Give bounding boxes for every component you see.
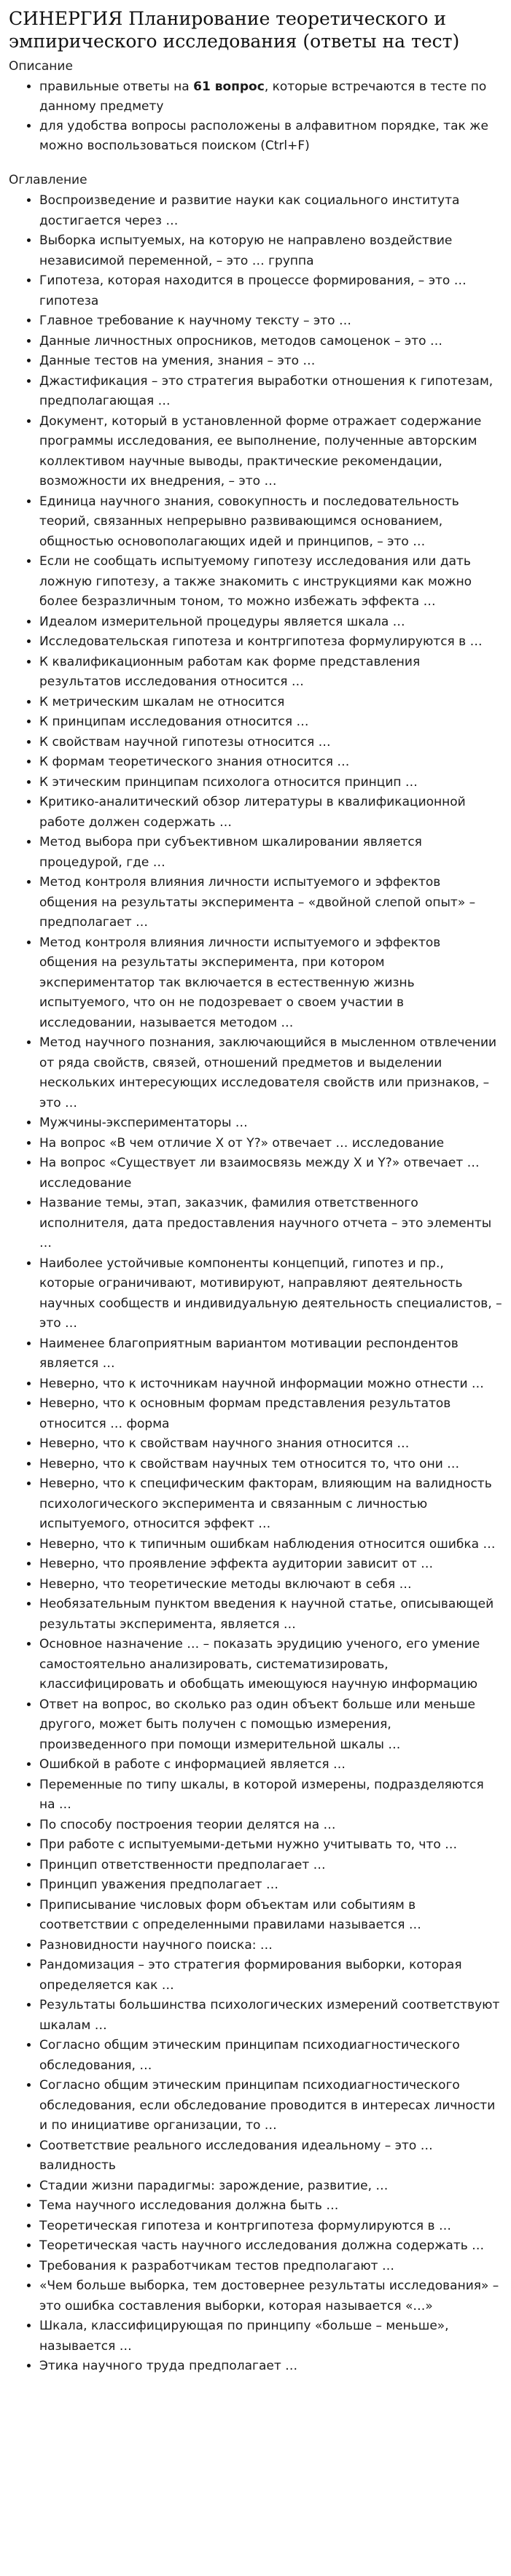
- toc-item[interactable]: • К свойствам научной гипотезы относится …: [39, 733, 502, 753]
- toc-item[interactable]: • Данные личностных опросников, методов самоценок – это …: [39, 332, 502, 352]
- toc-heading: Оглавление: [9, 173, 87, 187]
- toc-item[interactable]: • Критико-аналитический обзор литературы в квалификационной работе должен содержать …: [39, 793, 502, 833]
- toc-item[interactable]: • Согласно общим этическим принципам психодиагностического обследования, если обследование проводится в интересах личности и по инициативе организации, то …: [39, 2076, 502, 2136]
- toc-item[interactable]: • Метод выбора при субъективном шкалировании является процедурой, где …: [39, 833, 502, 873]
- toc-item[interactable]: • На вопрос «В чем отличие X от Y?» отвечает … исследование: [39, 1134, 502, 1154]
- toc-item[interactable]: • Метод научного познания, заключающийся в мысленном отвлечении от ряда свойств, связей, отношений предметов и выделении нескольких интересующих исследователя свойств или признаков, – это …: [39, 1033, 502, 1113]
- toc-item[interactable]: • Данные тестов на умения, знания – это …: [39, 351, 502, 372]
- toc-item[interactable]: • Теоретическая гипотеза и контргипотеза формулируются в …: [39, 2217, 502, 2237]
- toc-item[interactable]: • Наиболее устойчивые компоненты концепций, гипотез и пр., которые ограничивают, мотивируют, направляют деятельность научных сообществ и индивидуальную деятельность специалистов, – это …: [39, 1254, 502, 1334]
- toc-item[interactable]: • К принципам исследования относится …: [39, 712, 502, 733]
- toc-item[interactable]: • Джастификация – это стратегия выработки отношения к гипотезам, предполагающая …: [39, 372, 502, 412]
- toc-item[interactable]: • Неверно, что к типичным ошибкам наблюдения относится ошибка …: [39, 1535, 502, 1555]
- toc-item[interactable]: • Неверно, что проявление эффекта аудитории зависит от …: [39, 1554, 502, 1575]
- toc-item[interactable]: • Метод контроля влияния личности испытуемого и эффектов общения на результаты эксперимента – «двойной слепой опыт» – предполагает …: [39, 873, 502, 933]
- toc-item[interactable]: • «Чем больше выборка, тем достовернее результаты исследования» – это ошибка составления выборки, которая называется «…»: [39, 2276, 502, 2316]
- toc-item[interactable]: • Переменные по типу шкалы, в которой измерены, подразделяются на …: [39, 1775, 502, 1816]
- description-item-text: для удобства вопросы расположены в алфавитном порядке, так же можно воспользоваться поиском (Ctrl+F): [39, 119, 488, 153]
- description-heading: Описание: [9, 59, 73, 74]
- toc-item[interactable]: • Единица научного знания, совокупность и последовательность теорий, связанных непрерывно развивающимся основанием, общностью основополагающих идей и принципов, – это …: [39, 492, 502, 553]
- toc-item[interactable]: • Документ, который в установленной форме отражает содержание программы исследования, ее выполнение, полученные авторским коллективом научные выводы, практические рекомендации, возможности их внедрения, – это …: [39, 412, 502, 492]
- toc-item[interactable]: • Стадии жизни парадигмы: зарождение, развитие, …: [39, 2176, 502, 2197]
- toc-item[interactable]: • Приписывание числовых форм объектам или событиям в соответствии с определенными правилами называется …: [39, 1896, 502, 1936]
- toc-item[interactable]: • Воспроизведение и развитие науки как социального института достигается через …: [39, 191, 502, 231]
- toc-item[interactable]: • Если не сообщать испытуемому гипотезу исследования или дать ложную гипотезу, а также знакомить с инструкциями как можно более безразличным тоном, то можно избежать эффекта …: [39, 552, 502, 612]
- description-item: [39, 77, 502, 117]
- toc-item[interactable]: • Неверно, что к свойствам научных тем относится то, что они …: [39, 1455, 502, 1475]
- toc-item[interactable]: • Теоретическая часть научного исследования должна содержать …: [39, 2236, 502, 2257]
- description-item: [39, 117, 502, 156]
- toc-item[interactable]: • Согласно общим этическим принципам психодиагностического обследования, …: [39, 2036, 502, 2076]
- toc-item[interactable]: • Неверно, что к основным формам представления результатов относится … форма: [39, 1394, 502, 1434]
- toc-item[interactable]: • Принцип ответственности предполагает …: [39, 1856, 502, 1876]
- toc-item[interactable]: • Наименее благоприятным вариантом мотивации респондентов является …: [39, 1334, 502, 1374]
- toc-item[interactable]: • Исследовательская гипотеза и контргипотеза формулируются в …: [39, 632, 502, 653]
- toc-item[interactable]: • Разновидности научного поиска: …: [39, 1936, 502, 1956]
- toc-item[interactable]: • Ответ на вопрос, во сколько раз один объект больше или меньше другого, может быть получен с помощью измерения, произведенного при помощи измерительной шкалы …: [39, 1695, 502, 1756]
- toc-item[interactable]: • Соответствие реального исследования идеальному – это … валидность: [39, 2136, 502, 2176]
- toc-item[interactable]: • К этическим принципам психолога относится принцип …: [39, 773, 502, 793]
- page-title: СИНЕРГИЯ Планирование теоретического и эмпирического исследования (ответы на тест): [9, 8, 460, 52]
- toc-item[interactable]: • Шкала, классифицирующая по принципу «больше – меньше», называется …: [39, 2316, 502, 2357]
- description-list: [9, 77, 502, 156]
- toc-item[interactable]: • Метод контроля влияния личности испытуемого и эффектов общения на результаты эксперимента, при котором экспериментатор так включается в естественную жизнь испытуемого, что он не подозревает о своем участии в исследовании, называется методом …: [39, 933, 502, 1034]
- description-item-bold: 61 вопрос: [193, 79, 265, 94]
- description-item-text: правильные ответы на: [39, 79, 194, 94]
- toc-item[interactable]: • Выборка испытуемых, на которую не направлено воздействие независимой переменной, – это … группа: [39, 231, 502, 271]
- toc-item[interactable]: • К квалификационным работам как форме представления результатов исследования относится …: [39, 653, 502, 693]
- toc-item[interactable]: • Главное требование к научному тексту – это …: [39, 311, 502, 332]
- toc-item[interactable]: • Требования к разработчикам тестов предполагают …: [39, 2257, 502, 2277]
- toc-item[interactable]: • Тема научного исследования должна быть …: [39, 2196, 502, 2217]
- toc-list: [9, 191, 502, 2377]
- toc-item[interactable]: • Идеалом измерительной процедуры является шкала …: [39, 612, 502, 633]
- toc-item[interactable]: • По способу построения теории делятся на …: [39, 1816, 502, 1836]
- toc-item[interactable]: • Неверно, что к специфическим факторам, влияющим на валидность психологического эксперимента и связанным с личностью испытуемого, относится эффект …: [39, 1474, 502, 1535]
- description-item-text: , которые встречаются в тесте по данному предмету: [39, 79, 487, 114]
- toc-item[interactable]: • Этика научного труда предполагает …: [39, 2357, 502, 2377]
- toc-item[interactable]: • Рандомизация – это стратегия формирования выборки, которая определяется как …: [39, 1956, 502, 1996]
- toc-item[interactable]: • Основное назначение … – показать эрудицию ученого, его умение самостоятельно анализировать, систематизировать, классифицировать и обобщать имеющуюся научную информацию: [39, 1635, 502, 1695]
- toc-item[interactable]: • К метрическим шкалам не относится: [39, 693, 502, 713]
- toc-item[interactable]: • На вопрос «Существует ли взаимосвязь между X и Y?» отвечает … исследование: [39, 1153, 502, 1194]
- toc-item[interactable]: • Неверно, что к источникам научной информации можно отнести …: [39, 1374, 502, 1395]
- toc-item[interactable]: • Результаты большинства психологических измерений соответствуют шкалам …: [39, 1996, 502, 2036]
- toc-item[interactable]: • Мужчины-экспериментаторы …: [39, 1113, 502, 1134]
- toc-item[interactable]: • При работе с испытуемыми-детьми нужно учитывать то, что …: [39, 1835, 502, 1856]
- toc-item[interactable]: • Ошибкой в работе с информацией является …: [39, 1755, 502, 1775]
- toc-item[interactable]: • Необязательным пунктом введения к научной статье, описывающей результаты эксперимента, является …: [39, 1595, 502, 1635]
- toc-item[interactable]: • Гипотеза, которая находится в процессе формирования, – это … гипотеза: [39, 271, 502, 311]
- toc-item[interactable]: • Неверно, что к свойствам научного знания относится …: [39, 1434, 502, 1455]
- toc-item[interactable]: • Принцип уважения предполагает …: [39, 1875, 502, 1896]
- toc-item[interactable]: • Название темы, этап, заказчик, фамилия ответственного исполнителя, дата предоставления научного отчета – это элементы …: [39, 1194, 502, 1254]
- toc-item[interactable]: • Неверно, что теоретические методы включают в себя …: [39, 1575, 502, 1595]
- toc-item[interactable]: • К формам теоретического знания относится …: [39, 752, 502, 773]
